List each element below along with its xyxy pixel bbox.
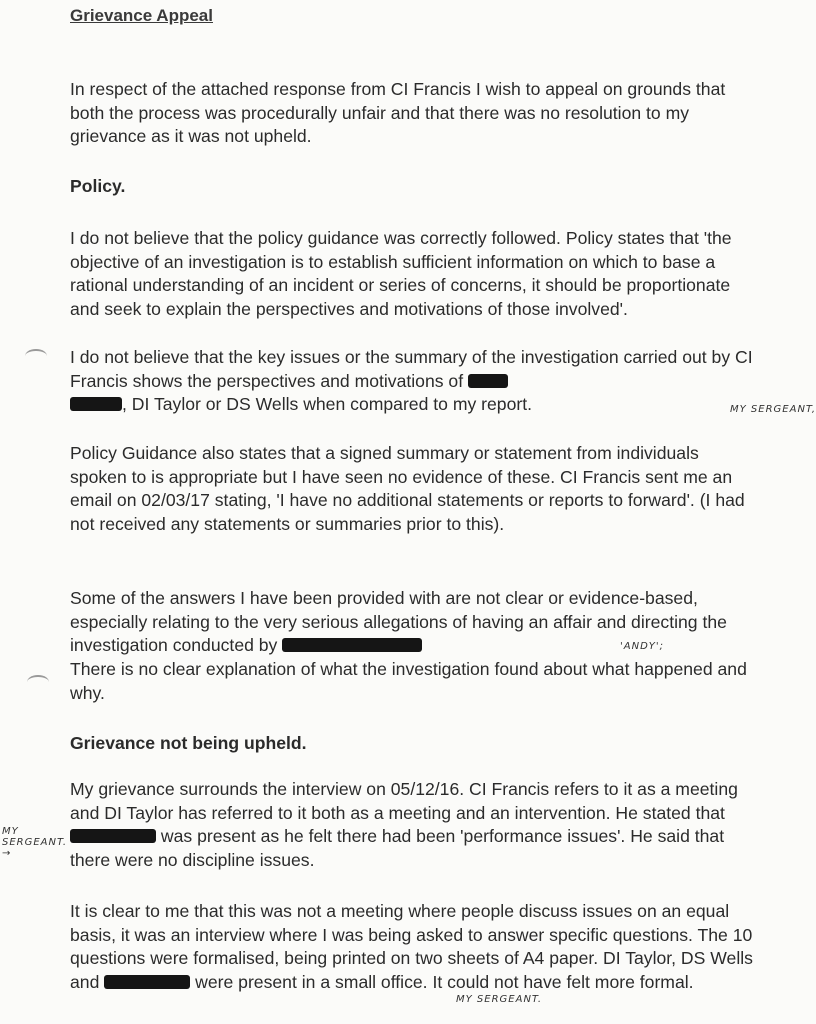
policy-paragraph-3: Policy Guidance also states that a signed summary or statement from individuals spoken to is appropriate but I have seen no evidence of these. CI Francis sent me an email on 02/03/17 stating, 'I have no additional statements or reports to forward'. (I had not received any statements or summaries prior to this). <box>70 443 745 534</box>
policy-heading: Policy. <box>70 176 126 196</box>
arrow-icon: → <box>2 848 12 859</box>
redaction-block <box>282 638 422 652</box>
redaction-block <box>70 397 122 411</box>
intro-paragraph: In respect of the attached response from CI Francis I wish to appeal on grounds that both the process was procedurally unfair and that there was no resolution to my grievance as it was not upheld. <box>70 79 726 146</box>
redaction-block <box>104 975 190 989</box>
grievance-p2-text-b: were present in a small office. It could not have felt more formal. <box>195 971 694 992</box>
grievance-paragraph-2 <box>70 900 760 994</box>
policy-paragraph-2 <box>70 346 760 417</box>
grievance-paragraph-1 <box>70 778 760 872</box>
grievance-p2-text-a: It is clear to me that this was not a meeting where people discuss issues on an equal basis, it was an interview where I was being asked to answer specific questions. The 10 questions were formalised, being printed on two sheets of A4 paper. DI Taylor, DS Wells and <box>70 901 753 992</box>
grievance-p1-text-b: was present as he felt there had been 'performance issues'. He said that there were no discipline issues. <box>70 826 725 870</box>
grievance-p1-text-a: My grievance surrounds the interview on 05/12/16. CI Francis refers to it as a meeting and DI Taylor has referred to it both as a meeting and an intervention. He stated that <box>70 779 738 823</box>
handwritten-margin-annotation <box>2 826 68 859</box>
document-title: Grievance Appeal <box>70 6 213 25</box>
policy-paragraph-1: I do not believe that the policy guidance was correctly followed. Policy states that 'the objective of an investigation is to establish sufficient information on which to base a rational understanding of an incident or series of concerns, it should be proportionate and seek to explain the perspectives and motivations of those involved'. <box>70 228 732 319</box>
handwritten-annotation: MY SERGEANT. <box>456 994 543 1005</box>
margin-mark-1 <box>25 349 47 363</box>
policy-p4-text-a: Some of the answers I have been provided with are not clear or evidence-based, especially relating to the very serious allegations of having an affair and directing the investigation conducted by <box>70 588 727 655</box>
margin-note-text: MY SERGEANT. <box>2 826 68 848</box>
margin-mark-2 <box>27 675 49 689</box>
handwritten-annotation: MY SERGEANT, <box>730 404 816 415</box>
redaction-block <box>468 374 508 388</box>
handwritten-annotation: 'ANDY'; <box>620 641 664 652</box>
redaction-block <box>70 829 156 843</box>
policy-p2-text-b: , DI Taylor or DS Wells when compared to my report. <box>122 394 533 414</box>
policy-paragraph-5: There is no clear explanation of what the investigation found about what happened and why. <box>70 659 747 703</box>
policy-p2-text-a: I do not believe that the key issues or the summary of the investigation carried out by CI Francis shows the perspectives and motivations of <box>70 347 753 391</box>
grievance-heading: Grievance not being upheld. <box>70 733 307 753</box>
